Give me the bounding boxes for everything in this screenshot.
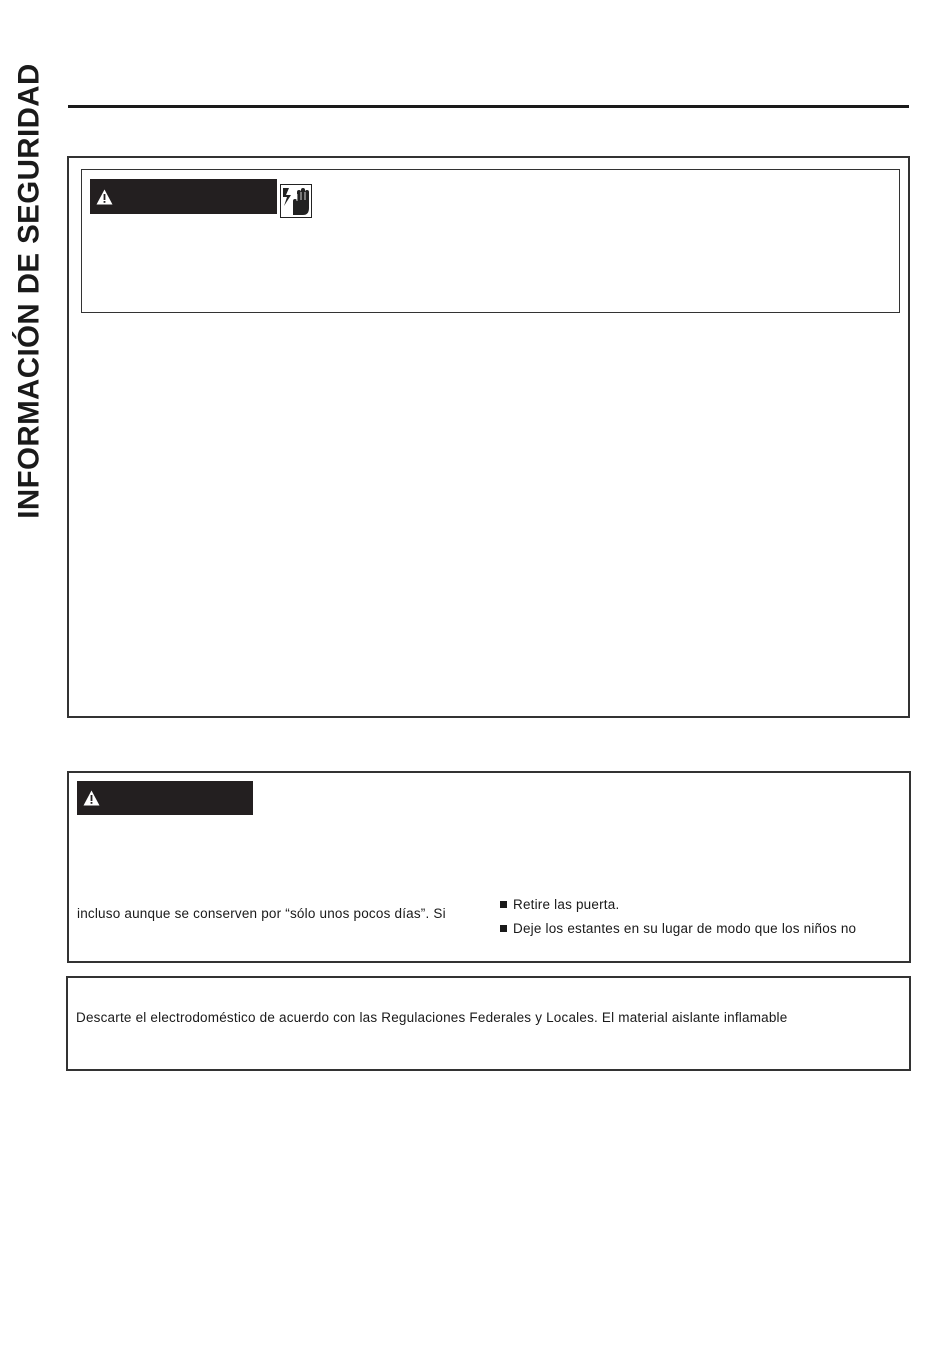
side-section-title [13, 40, 47, 542]
bullet-square-icon [500, 901, 507, 908]
warning-triangle-icon [96, 189, 113, 205]
top-divider [68, 105, 909, 108]
warning-label-bar [90, 179, 277, 214]
bullet-remove-door [500, 897, 619, 912]
side-title-text: INFORMACIÓN DE SEGURIDAD [13, 63, 47, 519]
warning-panel-shock [81, 169, 900, 313]
bullet-leave-shelves [500, 921, 856, 936]
children-warning-text: incluso aunque se conserven por “sólo unos pocos días”. Si [77, 906, 446, 921]
warning-triangle-icon-2 [83, 790, 100, 806]
electric-shock-hand-icon [280, 184, 312, 218]
safety-box-main [67, 156, 910, 718]
warning-label-bar-2 [77, 781, 253, 815]
bullet-text: Retire las puerta. [513, 897, 620, 912]
disposal-text: Descarte el electrodoméstico de acuerdo con las Regulaciones Federales y Locales. El material aislante inflamable [76, 1010, 788, 1025]
disposal-box [66, 976, 911, 1071]
bullet-square-icon [500, 925, 507, 932]
safety-box-children [67, 771, 911, 963]
bullet-text: Deje los estantes en su lugar de modo que los niños no [513, 921, 857, 936]
